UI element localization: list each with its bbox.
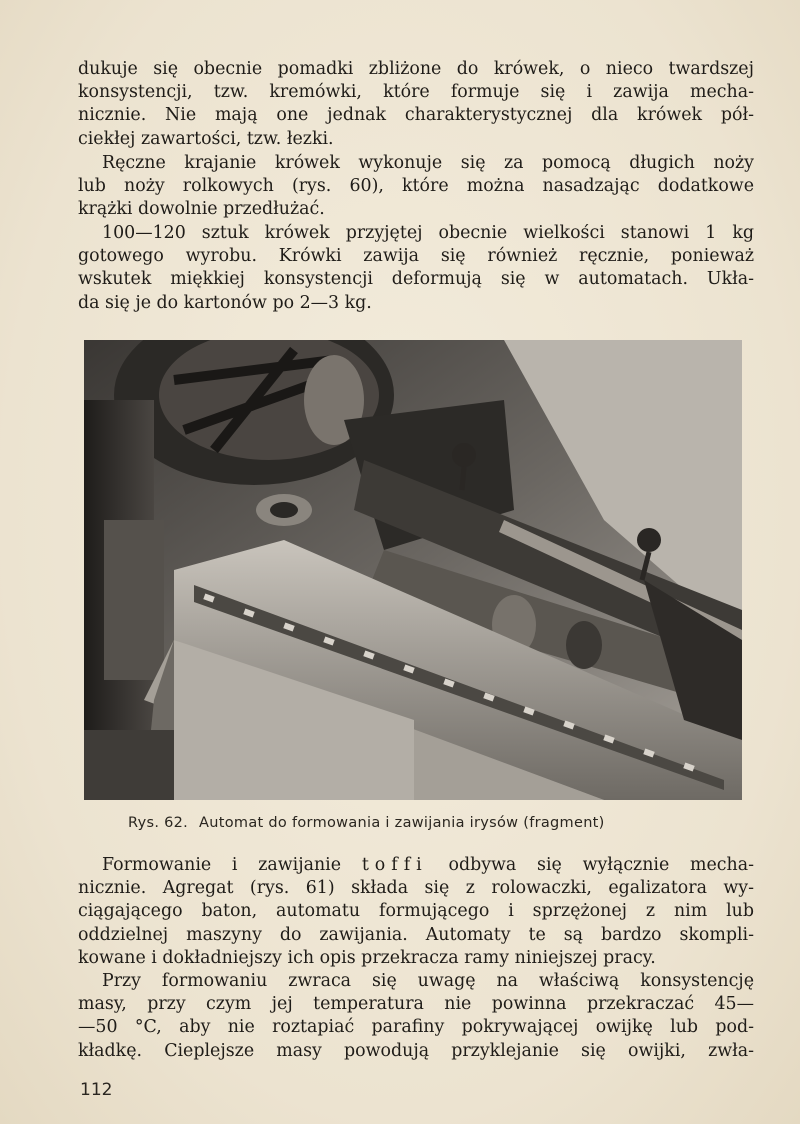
text-line: 100—120 sztuk krówek przyjętej obecnie wielkości stanowi 1 kg [102, 223, 754, 243]
text-line: ciekłej zawartości, tzw. łezki. [78, 128, 334, 149]
text-line [78, 854, 754, 877]
text-fragment: odbywa się wyłącznie mecha- [448, 855, 754, 875]
text-fragment: Formowanie i zawijanie [102, 855, 342, 875]
text-line: lub noży rolkowych (rys. 60), które można nasadzając dodatkowe [78, 176, 754, 197]
text-line: krążki dowolnie przedłużać. [78, 199, 325, 220]
text-line: wskutek miękkiej konsystencji deformują się w automatach. Ukła- [78, 269, 754, 290]
text-line: kładkę. Cieplejsze masy powodują przyklejanie się owijki, zwła- [78, 1040, 754, 1061]
text-line: da się je do kartonów po 2—3 kg. [78, 292, 372, 313]
text-line: gotowego wyrobu. Krówki zawija się również ręcznie, ponieważ [78, 246, 754, 267]
machine-photograph [84, 340, 742, 800]
text-line: nicznie. Agregat (rys. 61) składa się z rolowaczki, egalizatora wy- [78, 878, 754, 899]
text-line: nicznie. Nie mają one jednak charakterystycznej dla krówek pół- [78, 105, 754, 126]
text-line: oddzielnej maszyny do zawijania. Automaty te są bardzo skompli- [78, 924, 754, 945]
text-line: —50 °C, aby nie roztapiać parafiny pokrywającej owijkę lub pod- [78, 1017, 754, 1038]
paragraph-5 [78, 970, 754, 1063]
paragraph-4 [78, 854, 754, 970]
text-line: kowane i dokładniejszy ich opis przekracza ramy niniejszej pracy. [78, 947, 656, 968]
figure-caption [128, 815, 728, 831]
text-line: ciągającego baton, automatu formującego i sprzężonej z nim lub [78, 901, 754, 922]
text-line: Przy formowaniu zwraca się uwagę na właściwą konsystencję [102, 971, 754, 991]
figure-label: Rys. 62. [128, 815, 189, 831]
emphasized-word: toffi [361, 855, 428, 875]
figure-caption-text: Automat do formowania i zawijania irysów (fragment) [199, 815, 605, 831]
paragraph-1 [78, 58, 754, 151]
text-line: dukuje się obecnie pomadki zbliżone do krówek, o nieco twardszej [78, 59, 754, 79]
text-line: masy, przy czym jej temperatura nie powinna przekraczać 45— [78, 994, 754, 1015]
text-line: Ręczne krajanie krówek wykonuje się za pomocą długich noży [102, 153, 754, 173]
page-number: 112 [80, 1080, 113, 1100]
text-line: konsystencji, tzw. kremówki, które formuje się i zawija mecha- [78, 82, 754, 103]
machine-photo-illustration [84, 340, 742, 800]
paragraph-2 [78, 152, 754, 222]
paragraph-3 [78, 222, 754, 315]
